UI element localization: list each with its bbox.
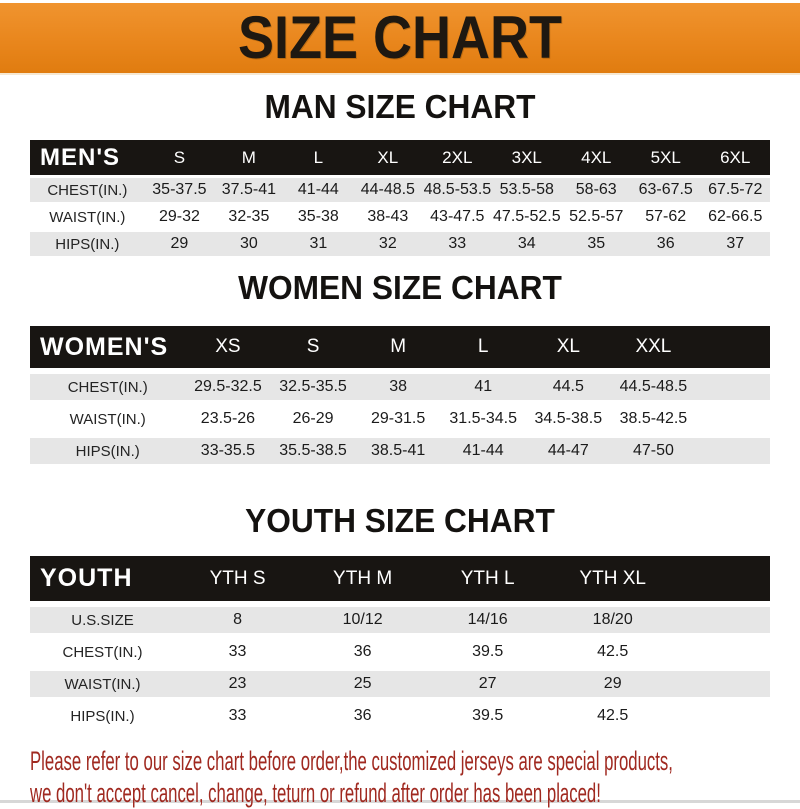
row-label: WAIST(IN.) — [30, 205, 145, 229]
size-column-header: XL — [526, 326, 611, 368]
row-label: CHEST(IN.) — [30, 374, 185, 400]
size-value-cell: 18/20 — [550, 607, 675, 633]
table-row — [30, 205, 770, 229]
size-column-header: 3XL — [492, 140, 561, 175]
size-value-cell: 35 — [562, 232, 631, 256]
size-value-cell: 32.5-35.5 — [270, 374, 355, 400]
notice-line-1: Please refer to our size chart before order,the customized jerseys are special products, — [30, 746, 673, 776]
size-column-header: YTH XL — [550, 556, 675, 601]
size-value-cell: 41 — [441, 374, 526, 400]
section-heading-women: WOMEN SIZE CHART — [238, 269, 562, 306]
size-value-cell: 29 — [550, 671, 675, 697]
size-value-cell: 53.5-58 — [492, 178, 561, 202]
size-value-cell: 25 — [300, 671, 425, 697]
header-spacer — [696, 326, 770, 368]
size-section-men — [0, 90, 800, 259]
size-value-cell: 29 — [145, 232, 214, 256]
size-value-cell: 37 — [700, 232, 770, 256]
size-value-cell: 34 — [492, 232, 561, 256]
size-value-cell: 36 — [631, 232, 700, 256]
size-value-cell: 44.5-48.5 — [611, 374, 696, 400]
row-label: HIPS(IN.) — [30, 232, 145, 256]
size-value-cell: 35-37.5 — [145, 178, 214, 202]
size-value-cell: 14/16 — [425, 607, 550, 633]
size-value-cell: 29.5-32.5 — [185, 374, 270, 400]
row-label: HIPS(IN.) — [30, 438, 185, 464]
size-chart-page — [0, 3, 800, 808]
row-spacer — [696, 374, 770, 400]
size-value-cell: 52.5-57 — [562, 205, 631, 229]
row-label: WAIST(IN.) — [30, 671, 175, 697]
row-label: CHEST(IN.) — [30, 178, 145, 202]
size-column-header: M — [356, 326, 441, 368]
size-value-cell: 35-38 — [284, 205, 353, 229]
size-value-cell: 38-43 — [353, 205, 422, 229]
row-spacer — [675, 671, 770, 697]
size-column-header: YTH S — [175, 556, 300, 601]
size-value-cell: 33 — [175, 703, 300, 729]
size-value-cell: 63-67.5 — [631, 178, 700, 202]
size-value-cell: 33-35.5 — [185, 438, 270, 464]
size-value-cell: 41-44 — [284, 178, 353, 202]
row-spacer — [675, 703, 770, 729]
size-value-cell: 31 — [284, 232, 353, 256]
size-column-header: L — [441, 326, 526, 368]
size-value-cell: 58-63 — [562, 178, 631, 202]
size-value-cell: 34.5-38.5 — [526, 406, 611, 432]
header-spacer — [675, 556, 770, 601]
size-value-cell: 30 — [214, 232, 283, 256]
group-label-men: MEN'S — [30, 140, 145, 175]
row-label: WAIST(IN.) — [30, 406, 185, 432]
size-column-header: XXL — [611, 326, 696, 368]
size-value-cell: 57-62 — [631, 205, 700, 229]
table-row — [30, 639, 770, 665]
size-value-cell: 32 — [353, 232, 422, 256]
size-column-header: S — [270, 326, 355, 368]
size-column-header: 6XL — [700, 140, 770, 175]
row-spacer — [675, 639, 770, 665]
size-column-header: XS — [185, 326, 270, 368]
size-value-cell: 41-44 — [441, 438, 526, 464]
size-table-youth — [30, 550, 770, 735]
size-value-cell: 36 — [300, 703, 425, 729]
size-column-header: 2XL — [423, 140, 492, 175]
size-value-cell: 47.5-52.5 — [492, 205, 561, 229]
table-row — [30, 374, 770, 400]
size-value-cell: 33 — [423, 232, 492, 256]
row-label: CHEST(IN.) — [30, 639, 175, 665]
size-section-youth — [0, 504, 800, 735]
size-column-header: S — [145, 140, 214, 175]
size-value-cell: 47-50 — [611, 438, 696, 464]
table-row — [30, 232, 770, 256]
size-value-cell: 8 — [175, 607, 300, 633]
table-row — [30, 671, 770, 697]
size-value-cell: 42.5 — [550, 639, 675, 665]
section-heading-youth: YOUTH SIZE CHART — [245, 502, 555, 539]
size-value-cell: 67.5-72 — [700, 178, 770, 202]
size-column-header: M — [214, 140, 283, 175]
table-header-row — [30, 140, 770, 175]
size-value-cell: 39.5 — [425, 703, 550, 729]
size-value-cell: 33 — [175, 639, 300, 665]
table-row — [30, 703, 770, 729]
size-value-cell: 62-66.5 — [700, 205, 770, 229]
row-spacer — [696, 438, 770, 464]
table-row — [30, 438, 770, 464]
footer-notice — [0, 745, 800, 809]
size-column-header: XL — [353, 140, 422, 175]
size-value-cell: 26-29 — [270, 406, 355, 432]
size-value-cell: 10/12 — [300, 607, 425, 633]
size-value-cell: 38 — [356, 374, 441, 400]
size-value-cell: 42.5 — [550, 703, 675, 729]
size-sections — [0, 90, 800, 735]
size-value-cell: 44-47 — [526, 438, 611, 464]
size-table-men — [30, 137, 770, 259]
table-row — [30, 607, 770, 633]
size-value-cell: 48.5-53.5 — [423, 178, 492, 202]
size-value-cell: 43-47.5 — [423, 205, 492, 229]
size-value-cell: 32-35 — [214, 205, 283, 229]
group-label-youth: YOUTH — [30, 556, 175, 601]
size-column-header: YTH L — [425, 556, 550, 601]
size-value-cell: 36 — [300, 639, 425, 665]
table-row — [30, 406, 770, 432]
table-row — [30, 178, 770, 202]
table-header-row — [30, 556, 770, 601]
size-value-cell: 44-48.5 — [353, 178, 422, 202]
size-value-cell: 37.5-41 — [214, 178, 283, 202]
size-value-cell: 38.5-41 — [356, 438, 441, 464]
size-value-cell: 29-32 — [145, 205, 214, 229]
size-value-cell: 44.5 — [526, 374, 611, 400]
row-label: HIPS(IN.) — [30, 703, 175, 729]
size-column-header: YTH M — [300, 556, 425, 601]
size-value-cell: 35.5-38.5 — [270, 438, 355, 464]
size-value-cell: 39.5 — [425, 639, 550, 665]
row-label: U.S.SIZE — [30, 607, 175, 633]
size-value-cell: 38.5-42.5 — [611, 406, 696, 432]
size-section-women — [0, 271, 800, 470]
size-table-women — [30, 320, 770, 470]
size-value-cell: 23 — [175, 671, 300, 697]
size-value-cell: 31.5-34.5 — [441, 406, 526, 432]
size-value-cell: 27 — [425, 671, 550, 697]
table-header-row — [30, 326, 770, 368]
group-label-women: WOMEN'S — [30, 326, 185, 368]
row-spacer — [696, 406, 770, 432]
banner — [0, 3, 800, 75]
size-value-cell: 29-31.5 — [356, 406, 441, 432]
size-column-header: L — [284, 140, 353, 175]
size-column-header: 4XL — [562, 140, 631, 175]
size-value-cell: 23.5-26 — [185, 406, 270, 432]
row-spacer — [675, 607, 770, 633]
notice-line-2: we don't accept cancel, change, teturn or refund after order has been placed! — [30, 778, 601, 808]
size-column-header: 5XL — [631, 140, 700, 175]
banner-title: SIZE CHART — [238, 4, 562, 71]
section-heading-men: MAN SIZE CHART — [264, 88, 536, 125]
